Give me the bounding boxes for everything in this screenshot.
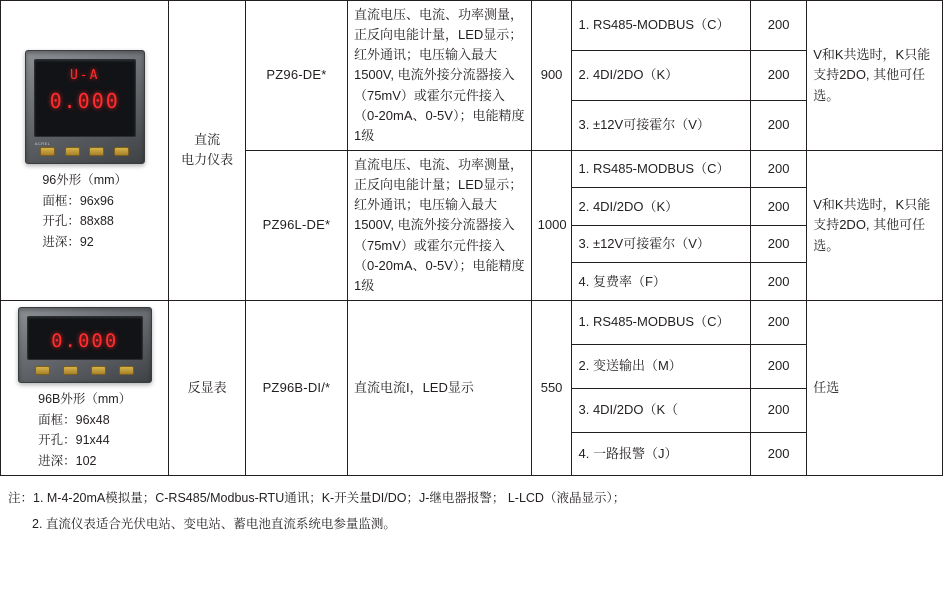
option-price-cell: 200 (751, 344, 807, 388)
option-price-cell: 200 (751, 225, 807, 262)
model-note-cell: V和K共选时，K只能支持2DO, 其他可任选。 (807, 150, 943, 300)
model-price-cell: 550 (531, 300, 572, 476)
product-dimensions (38, 389, 131, 472)
meter-button-icon (40, 147, 55, 156)
option-price-cell: 200 (751, 150, 807, 187)
product-caption-title: 96B外形（mm） (38, 391, 132, 406)
meter-button-icon (65, 147, 80, 156)
meter-display-face (27, 316, 143, 360)
model-price-cell: 900 (531, 1, 572, 151)
product-image-cell (1, 300, 169, 476)
model-description-cell: 直流电流I，LED显示 (347, 300, 531, 476)
option-label-cell: 2. 4DI/2DO（K） (572, 50, 751, 100)
option-label-cell: 2. 4DI/2DO（K） (572, 188, 751, 225)
option-price-cell: 200 (751, 50, 807, 100)
model-name-cell: PZ96-DE* (245, 1, 347, 151)
table-row (1, 1, 943, 51)
meter-button-icon (89, 147, 104, 156)
meter-button-row (29, 366, 141, 375)
product-caption-line: 进深：92 (42, 235, 94, 250)
brand-mark: ACREL (34, 141, 51, 147)
model-note-cell: 任选 (807, 300, 943, 476)
product-caption-line: 开孔：91x44 (38, 433, 110, 448)
table-row (1, 300, 943, 344)
option-price-cell: 200 (751, 100, 807, 150)
footnote-line: 2. 直流仪表适合光伏电站、变电站、蓄电池直流系统电参量监测。 (32, 517, 396, 532)
option-price-cell: 200 (751, 263, 807, 301)
model-name-cell: PZ96B-DI/* (245, 300, 347, 476)
product-type-line: 直流 (194, 132, 221, 148)
product-dimensions (42, 170, 127, 253)
meter-display-main: 0.000 (51, 329, 119, 352)
meter-display-face (34, 59, 136, 137)
model-description-cell: 直流电压、电流、功率测量，正反向电能计量；LED显示；红外通讯；电压输入最大1500V, 电流外接分流器接入（75mV）或霍尔元件接入（0-20mA、0-5V）；电能精度1级 (347, 150, 531, 300)
product-image-cell (1, 1, 169, 301)
meter-illustration (7, 307, 162, 383)
meter-button-icon (119, 366, 134, 375)
footnote-line: 注：1. M-4-20mA模拟量；C-RS485/Modbus-RTU通讯；K-开关量DI/DO；J-继电器报警； L-LCD（液晶显示）； (8, 491, 626, 506)
option-price-cell: 200 (751, 188, 807, 225)
model-description-cell: 直流电压、电流、功率测量，正反向电能计量，LED显示；红外通讯；电压输入最大1500V, 电流外接分流器接入（75mV）或霍尔元件接入（0-20mA、0-5V）；电能精度1级 (347, 1, 531, 151)
model-name-cell: PZ96L-DE* (245, 150, 347, 300)
meter-button-icon (114, 147, 129, 156)
option-price-cell: 200 (751, 1, 807, 51)
product-caption-line: 进深：102 (38, 453, 97, 468)
option-price-cell: 200 (751, 432, 807, 476)
meter-button-icon (91, 366, 106, 375)
product-caption-title: 96外形（mm） (42, 173, 128, 188)
product-caption-line: 面框：96x96 (42, 193, 114, 208)
option-label-cell: 3. ±12V可接霍尔（V） (572, 100, 751, 150)
product-type-line: 电力仪表 (181, 152, 234, 168)
product-type-cell: 反显表 (169, 300, 246, 476)
option-label-cell: 1. RS485-MODBUS（C） (572, 150, 751, 187)
meter-button-row (36, 147, 134, 156)
meter-display-main: 0.000 (49, 89, 120, 114)
meter-illustration (7, 50, 162, 164)
model-note-cell: V和K共选时，K只能支持2DO, 其他可任选。 (807, 1, 943, 151)
option-label-cell: 4. 一路报警（J） (572, 432, 751, 476)
option-label-cell: 4. 复费率（F） (572, 263, 751, 301)
meter-button-icon (35, 366, 50, 375)
product-caption-line: 面框：96x48 (38, 412, 110, 427)
option-label-cell: 3. 4DI/2DO（K（ (572, 388, 751, 432)
footnotes (0, 476, 943, 537)
option-label-cell: 2. 变送输出（M） (572, 344, 751, 388)
meter-button-icon (63, 366, 78, 375)
option-price-cell: 200 (751, 388, 807, 432)
option-price-cell: 200 (751, 300, 807, 344)
model-price-cell: 1000 (531, 150, 572, 300)
option-label-cell: 1. RS485-MODBUS（C） (572, 300, 751, 344)
product-caption-line: 开孔：88x88 (42, 214, 114, 229)
meter-display-top: U-A (69, 68, 100, 84)
meter-device-icon (18, 307, 152, 383)
meter-device-icon (25, 50, 145, 164)
option-label-cell: 1. RS485-MODBUS（C） (572, 1, 751, 51)
option-label-cell: 3. ±12V可接霍尔（V） (572, 225, 751, 262)
product-type-cell (169, 1, 246, 301)
